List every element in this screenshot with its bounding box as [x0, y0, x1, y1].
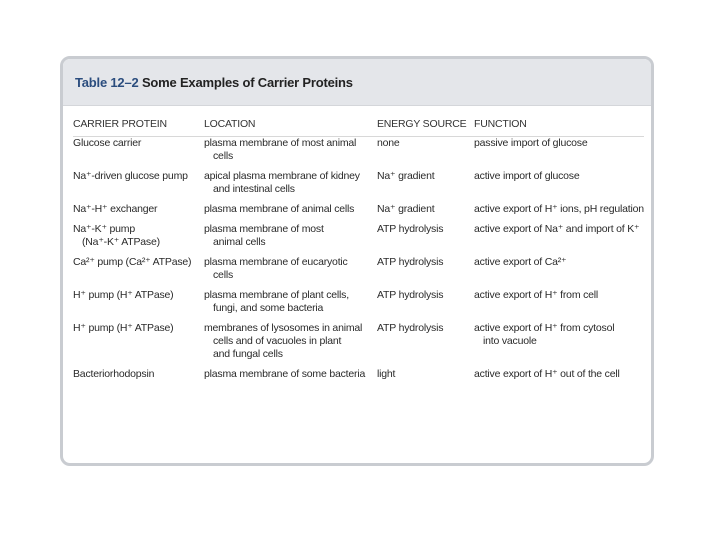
cell-line: Na⁺-driven glucose pump	[73, 170, 188, 182]
cell-location	[204, 203, 377, 223]
cell-carrier-protein	[73, 170, 204, 203]
header-function: FUNCTION	[474, 118, 644, 137]
cell-line: ATP hydrolysis	[377, 289, 444, 301]
cell-function	[474, 322, 644, 368]
table-row	[73, 137, 644, 171]
cell-energy-source	[377, 137, 474, 171]
cell-line: plasma membrane of eucaryotic	[204, 256, 348, 268]
cell-location	[204, 368, 377, 388]
cell-location	[204, 170, 377, 203]
cell-line: Ca²⁺ pump (Ca²⁺ ATPase)	[73, 256, 192, 268]
cell-carrier-protein	[73, 137, 204, 171]
cell-line: ATP hydrolysis	[377, 223, 444, 235]
cell-line: Na⁺ gradient	[377, 203, 435, 215]
table-card	[60, 56, 654, 466]
table-row	[73, 170, 644, 203]
cell-location	[204, 256, 377, 289]
cell-line: plasma membrane of animal cells	[204, 203, 355, 215]
cell-line: and fungal cells	[213, 348, 283, 360]
cell-line: active export of Na⁺ and import of K⁺	[474, 223, 640, 235]
cell-line: plasma membrane of plant cells,	[204, 289, 349, 301]
cell-line: plasma membrane of most animal	[204, 137, 357, 149]
cell-energy-source	[377, 368, 474, 388]
cell-line: active export of H⁺ from cell	[474, 289, 599, 301]
cell-line: Na⁺-H⁺ exchanger	[73, 203, 158, 215]
carrier-proteins-table	[73, 118, 644, 388]
cell-function	[474, 368, 644, 388]
cell-energy-source	[377, 223, 474, 256]
cell-line: Na⁺-K⁺ pump	[73, 223, 135, 235]
table-title-bar	[63, 59, 651, 106]
table-header-row	[73, 118, 644, 137]
cell-location	[204, 322, 377, 368]
cell-line: Bacteriorhodopsin	[73, 368, 155, 380]
table-title-number: Table 12–2	[75, 74, 139, 90]
cell-line: plasma membrane of some bacteria	[204, 368, 366, 380]
table-row	[73, 256, 644, 289]
cell-line: cells and of vacuoles in plant	[213, 335, 342, 347]
cell-location	[204, 137, 377, 171]
cell-energy-source	[377, 322, 474, 368]
cell-function	[474, 203, 644, 223]
table-row	[73, 289, 644, 322]
cell-line: ATP hydrolysis	[377, 256, 444, 268]
table-row	[73, 368, 644, 388]
cell-line: none	[377, 137, 400, 149]
cell-energy-source	[377, 256, 474, 289]
cell-line: active export of H⁺ from cytosol	[474, 322, 615, 334]
cell-line: H⁺ pump (H⁺ ATPase)	[73, 289, 174, 301]
table-row	[73, 203, 644, 223]
cell-carrier-protein	[73, 256, 204, 289]
cell-line: passive import of glucose	[474, 137, 588, 149]
cell-line: Na⁺ gradient	[377, 170, 435, 182]
cell-location	[204, 223, 377, 256]
table-row	[73, 322, 644, 368]
table-title	[75, 75, 353, 90]
header-carrier-protein: CARRIER PROTEIN	[73, 118, 204, 137]
cell-function	[474, 289, 644, 322]
cell-line: and intestinal cells	[213, 183, 295, 195]
cell-carrier-protein	[73, 203, 204, 223]
cell-carrier-protein	[73, 368, 204, 388]
cell-function	[474, 223, 644, 256]
cell-line: active export of H⁺ ions, pH regulation	[474, 203, 644, 215]
cell-line: active import of glucose	[474, 170, 580, 182]
cell-function	[474, 170, 644, 203]
cell-line: light	[377, 368, 396, 380]
cell-line: plasma membrane of most	[204, 223, 324, 235]
cell-carrier-protein	[73, 322, 204, 368]
cell-line: animal cells	[213, 236, 266, 248]
cell-line: fungi, and some bacteria	[213, 302, 324, 314]
cell-energy-source	[377, 289, 474, 322]
cell-function	[474, 137, 644, 171]
table-body	[73, 137, 644, 389]
cell-carrier-protein	[73, 289, 204, 322]
cell-line: Glucose carrier	[73, 137, 142, 149]
cell-line: ATP hydrolysis	[377, 322, 444, 334]
cell-line: membranes of lysosomes in animal	[204, 322, 363, 334]
cell-location	[204, 289, 377, 322]
cell-line: into vacuole	[483, 335, 537, 347]
cell-function	[474, 256, 644, 289]
cell-line: H⁺ pump (H⁺ ATPase)	[73, 322, 174, 334]
cell-energy-source	[377, 170, 474, 203]
cell-line: cells	[213, 150, 234, 162]
cell-carrier-protein	[73, 223, 204, 256]
cell-energy-source	[377, 203, 474, 223]
cell-line: active export of H⁺ out of the cell	[474, 368, 620, 380]
cell-line: cells	[213, 269, 234, 281]
cell-line: active export of Ca²⁺	[474, 256, 567, 268]
table-row	[73, 223, 644, 256]
cell-line: apical plasma membrane of kidney	[204, 170, 360, 182]
header-energy-source: ENERGY SOURCE	[377, 118, 474, 137]
header-location: LOCATION	[204, 118, 377, 137]
cell-line: (Na⁺-K⁺ ATPase)	[82, 236, 160, 248]
table-title-text: Some Examples of Carrier Proteins	[141, 74, 353, 90]
